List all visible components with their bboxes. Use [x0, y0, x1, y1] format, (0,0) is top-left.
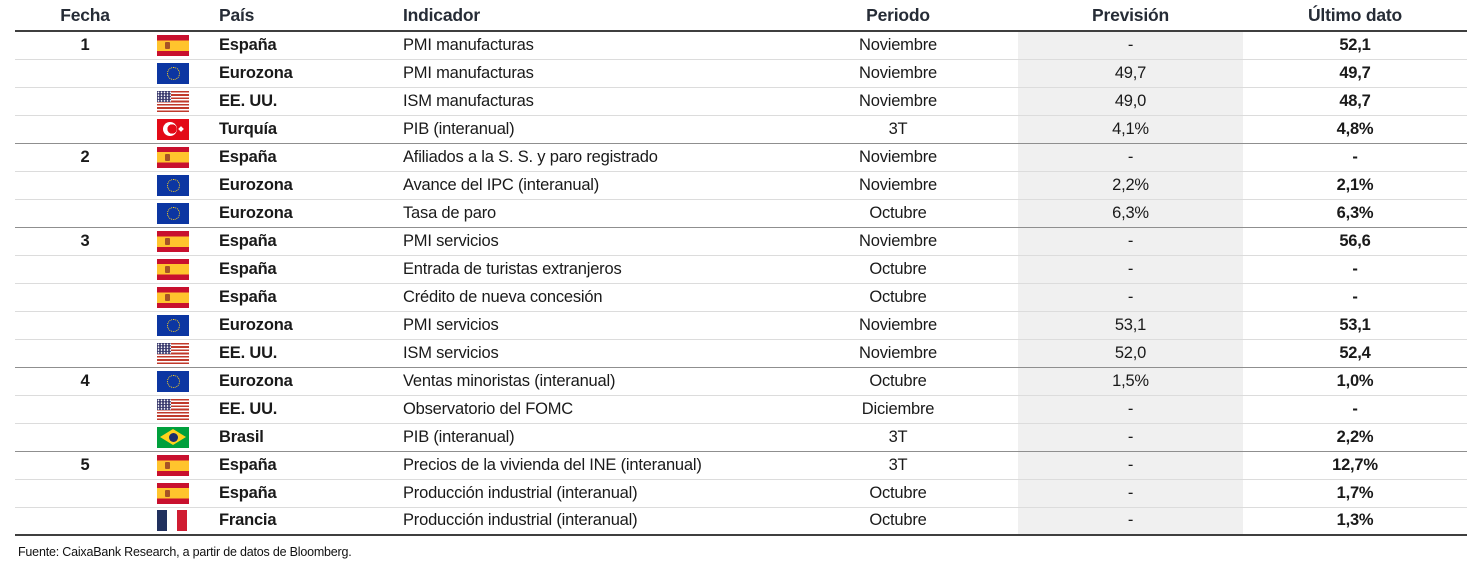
period-label: 3T: [888, 455, 908, 474]
indicator-label: Observatorio del FOMC: [403, 399, 574, 418]
date-cell: [15, 31, 155, 59]
indicator-label: Tasa de paro: [403, 203, 496, 222]
forecast-value: -: [1127, 147, 1134, 166]
flag-cell: [155, 115, 203, 143]
latest-data-cell: [1243, 451, 1467, 479]
latest-data-value: 2,1%: [1336, 175, 1374, 194]
flag-cell: [155, 423, 203, 451]
period-label: Noviembre: [859, 91, 937, 110]
date-cell: [15, 339, 155, 367]
forecast-value: -: [1127, 511, 1134, 530]
forecast-cell: [1018, 143, 1243, 171]
date-cell: [15, 59, 155, 87]
forecast-value: 49,0: [1114, 91, 1147, 110]
country-cell: [203, 283, 388, 311]
latest-data-cell: [1243, 283, 1467, 311]
indicator-label: PIB (interanual): [403, 427, 515, 446]
indicator-cell: [388, 367, 778, 395]
spain-flag-icon: [157, 35, 189, 56]
date-cell: [15, 395, 155, 423]
latest-data-cell: [1243, 227, 1467, 255]
table-row: [15, 59, 1467, 87]
indicator-label: PMI servicios: [403, 231, 499, 250]
table-row: [15, 255, 1467, 283]
indicator-cell: [388, 59, 778, 87]
period-label: Noviembre: [859, 35, 937, 54]
indicator-label: PMI manufacturas: [403, 63, 534, 82]
table-row: [15, 227, 1467, 255]
forecast-value: -: [1127, 231, 1134, 250]
latest-data-value: 1,7%: [1336, 483, 1374, 502]
flag-cell: [155, 479, 203, 507]
period-cell: [778, 227, 1018, 255]
indicator-cell: [388, 423, 778, 451]
spain-flag-icon: [157, 259, 189, 280]
forecast-cell: [1018, 311, 1243, 339]
table-row: [15, 367, 1467, 395]
flag-cell: [155, 227, 203, 255]
date-cell: [15, 143, 155, 171]
flag-cell: [155, 199, 203, 227]
indicator-cell: [388, 479, 778, 507]
indicator-label: Ventas minoristas (interanual): [403, 371, 616, 390]
forecast-cell: [1018, 339, 1243, 367]
forecast-value: -: [1127, 427, 1134, 446]
forecast-value: 53,1: [1114, 315, 1147, 334]
table-row: [15, 171, 1467, 199]
forecast-cell: [1018, 115, 1243, 143]
latest-data-value: -: [1352, 147, 1358, 166]
latest-data-cell: [1243, 395, 1467, 423]
latest-data-value: 52,1: [1339, 35, 1371, 54]
forecast-value: -: [1127, 35, 1134, 54]
forecast-value: -: [1127, 399, 1134, 418]
country-label: Turquía: [219, 119, 277, 138]
period-cell: [778, 479, 1018, 507]
indicator-cell: [388, 143, 778, 171]
period-cell: [778, 31, 1018, 59]
country-label: Eurozona: [219, 203, 293, 222]
period-cell: [778, 451, 1018, 479]
table-row: [15, 199, 1467, 227]
forecast-cell: [1018, 171, 1243, 199]
header-prevision: Previsión: [1018, 0, 1243, 31]
latest-data-cell: [1243, 311, 1467, 339]
indicator-label: ISM manufacturas: [403, 91, 534, 110]
forecast-cell: [1018, 395, 1243, 423]
period-cell: [778, 87, 1018, 115]
spain-flag-icon: [157, 231, 189, 252]
country-label: España: [219, 231, 277, 250]
spain-flag-icon: [157, 287, 189, 308]
period-cell: [778, 367, 1018, 395]
forecast-value: -: [1127, 455, 1134, 474]
indicator-cell: [388, 115, 778, 143]
indicator-label: Crédito de nueva concesión: [403, 287, 603, 306]
date-number: 2: [80, 147, 90, 166]
forecast-value: 1,5%: [1112, 371, 1149, 390]
table-row: [15, 451, 1467, 479]
period-cell: [778, 199, 1018, 227]
country-cell: [203, 227, 388, 255]
country-cell: [203, 31, 388, 59]
country-label: EE. UU.: [219, 91, 278, 110]
date-cell: [15, 227, 155, 255]
forecast-cell: [1018, 423, 1243, 451]
forecast-value: -: [1127, 483, 1134, 502]
latest-data-cell: [1243, 31, 1467, 59]
table-row: [15, 31, 1467, 59]
country-label: España: [219, 455, 277, 474]
forecast-value: 52,0: [1114, 343, 1147, 362]
turkey-flag-icon: [157, 119, 189, 140]
country-label: España: [219, 287, 277, 306]
forecast-cell: [1018, 199, 1243, 227]
date-cell: [15, 283, 155, 311]
latest-data-value: -: [1352, 287, 1358, 306]
indicator-cell: [388, 87, 778, 115]
forecast-value: 2,2%: [1112, 175, 1149, 194]
indicator-cell: [388, 339, 778, 367]
flag-cell: [155, 59, 203, 87]
indicator-cell: [388, 451, 778, 479]
period-label: Octubre: [869, 511, 927, 530]
forecast-value: 4,1%: [1112, 119, 1149, 138]
country-cell: [203, 171, 388, 199]
table-row: [15, 339, 1467, 367]
flag-cell: [155, 283, 203, 311]
flag-cell: [155, 143, 203, 171]
header-fecha: Fecha: [15, 0, 155, 31]
country-cell: [203, 115, 388, 143]
flag-cell: [155, 311, 203, 339]
period-label: Noviembre: [859, 63, 937, 82]
indicator-cell: [388, 395, 778, 423]
date-cell: [15, 171, 155, 199]
period-cell: [778, 339, 1018, 367]
indicator-cell: [388, 311, 778, 339]
period-cell: [778, 283, 1018, 311]
country-cell: [203, 423, 388, 451]
brazil-flag-icon: [157, 427, 189, 448]
period-label: Noviembre: [859, 175, 937, 194]
period-cell: [778, 395, 1018, 423]
flag-cell: [155, 395, 203, 423]
source-note: Fuente: CaixaBank Research, a partir de datos de Bloomberg.: [18, 545, 352, 559]
table-row: [15, 283, 1467, 311]
eurozone-flag-icon: [157, 175, 189, 196]
date-cell: [15, 199, 155, 227]
latest-data-cell: [1243, 367, 1467, 395]
country-label: España: [219, 483, 277, 502]
country-label: España: [219, 259, 277, 278]
date-cell: [15, 311, 155, 339]
indicator-label: Producción industrial (interanual): [403, 511, 638, 530]
date-cell: [15, 367, 155, 395]
period-label: Octubre: [869, 371, 927, 390]
country-cell: [203, 451, 388, 479]
usa-flag-icon: [157, 91, 189, 112]
forecast-cell: [1018, 59, 1243, 87]
period-cell: [778, 507, 1018, 535]
forecast-cell: [1018, 31, 1243, 59]
indicator-cell: [388, 227, 778, 255]
latest-data-value: 49,7: [1339, 63, 1371, 82]
forecast-cell: [1018, 451, 1243, 479]
date-cell: [15, 87, 155, 115]
country-label: Francia: [219, 511, 277, 530]
country-label: Eurozona: [219, 315, 293, 334]
latest-data-value: 56,6: [1339, 231, 1371, 250]
country-label: España: [219, 147, 277, 166]
country-cell: [203, 507, 388, 535]
date-number: 3: [80, 231, 90, 250]
date-cell: [15, 115, 155, 143]
period-cell: [778, 115, 1018, 143]
period-cell: [778, 59, 1018, 87]
period-label: Octubre: [869, 259, 927, 278]
latest-data-cell: [1243, 199, 1467, 227]
latest-data-cell: [1243, 143, 1467, 171]
latest-data-cell: [1243, 507, 1467, 535]
header-periodo: Periodo: [778, 0, 1018, 31]
table-row: [15, 479, 1467, 507]
indicator-label: Producción industrial (interanual): [403, 483, 638, 502]
forecast-cell: [1018, 255, 1243, 283]
country-cell: [203, 199, 388, 227]
country-label: Eurozona: [219, 175, 293, 194]
spain-flag-icon: [157, 455, 189, 476]
flag-cell: [155, 255, 203, 283]
latest-data-cell: [1243, 423, 1467, 451]
latest-data-value: -: [1352, 259, 1358, 278]
country-cell: [203, 59, 388, 87]
country-label: Eurozona: [219, 63, 293, 82]
table-row: [15, 507, 1467, 535]
indicator-label: Avance del IPC (interanual): [403, 175, 600, 194]
period-label: Noviembre: [859, 147, 937, 166]
eurozone-flag-icon: [157, 371, 189, 392]
flag-cell: [155, 507, 203, 535]
flag-cell: [155, 451, 203, 479]
latest-data-cell: [1243, 115, 1467, 143]
latest-data-value: 2,2%: [1336, 427, 1374, 446]
period-label: Octubre: [869, 287, 927, 306]
indicator-cell: [388, 507, 778, 535]
latest-data-value: 12,7%: [1332, 455, 1378, 474]
forecast-cell: [1018, 227, 1243, 255]
indicator-label: ISM servicios: [403, 343, 499, 362]
indicator-label: PIB (interanual): [403, 119, 515, 138]
date-cell: [15, 507, 155, 535]
forecast-cell: [1018, 367, 1243, 395]
country-cell: [203, 395, 388, 423]
period-cell: [778, 311, 1018, 339]
table-row: [15, 423, 1467, 451]
period-label: Noviembre: [859, 231, 937, 250]
period-cell: [778, 423, 1018, 451]
period-cell: [778, 143, 1018, 171]
indicator-label: Precios de la vivienda del INE (interanual): [403, 455, 702, 474]
flag-cell: [155, 87, 203, 115]
latest-data-cell: [1243, 479, 1467, 507]
period-label: Octubre: [869, 483, 927, 502]
country-cell: [203, 339, 388, 367]
latest-data-value: 1,3%: [1336, 511, 1374, 530]
latest-data-cell: [1243, 339, 1467, 367]
period-label: Diciembre: [861, 399, 935, 418]
usa-flag-icon: [157, 399, 189, 420]
forecast-value: -: [1127, 287, 1134, 306]
indicator-label: Entrada de turistas extranjeros: [403, 259, 622, 278]
indicator-cell: [388, 31, 778, 59]
latest-data-value: 52,4: [1339, 343, 1371, 362]
period-label: 3T: [888, 427, 908, 446]
latest-data-value: 1,0%: [1336, 371, 1374, 390]
period-label: Noviembre: [859, 315, 937, 334]
france-flag-icon: [157, 510, 187, 531]
forecast-cell: [1018, 507, 1243, 535]
latest-data-cell: [1243, 87, 1467, 115]
country-cell: [203, 87, 388, 115]
forecast-value: 6,3%: [1112, 203, 1149, 222]
period-label: Octubre: [869, 203, 927, 222]
eurozone-flag-icon: [157, 203, 189, 224]
indicator-cell: [388, 255, 778, 283]
country-label: Brasil: [219, 427, 264, 446]
header-pais: País: [203, 0, 388, 31]
indicator-label: PMI servicios: [403, 315, 499, 334]
latest-data-cell: [1243, 255, 1467, 283]
date-cell: [15, 479, 155, 507]
flag-cell: [155, 31, 203, 59]
forecast-value: 49,7: [1114, 63, 1147, 82]
period-cell: [778, 255, 1018, 283]
indicator-cell: [388, 283, 778, 311]
date-cell: [15, 451, 155, 479]
header-flag-spacer: [155, 0, 203, 31]
flag-cell: [155, 367, 203, 395]
country-label: España: [219, 35, 277, 54]
latest-data-value: 48,7: [1339, 91, 1371, 110]
date-number: 1: [80, 35, 90, 54]
economic-indicators-table: [15, 0, 1467, 536]
country-label: Eurozona: [219, 371, 293, 390]
country-cell: [203, 143, 388, 171]
spain-flag-icon: [157, 147, 189, 168]
forecast-cell: [1018, 479, 1243, 507]
flag-cell: [155, 339, 203, 367]
header-ultimo-dato: Último dato: [1243, 0, 1467, 31]
table-header-row: [15, 0, 1467, 31]
period-cell: [778, 171, 1018, 199]
table-row: [15, 395, 1467, 423]
latest-data-value: -: [1352, 399, 1358, 418]
latest-data-value: 53,1: [1339, 315, 1371, 334]
eurozone-flag-icon: [157, 63, 189, 84]
spain-flag-icon: [157, 483, 189, 504]
flag-cell: [155, 171, 203, 199]
usa-flag-icon: [157, 343, 189, 364]
country-cell: [203, 479, 388, 507]
table-row: [15, 143, 1467, 171]
country-label: EE. UU.: [219, 399, 278, 418]
header-indicador: Indicador: [388, 0, 778, 31]
latest-data-value: 6,3%: [1336, 203, 1374, 222]
indicator-label: Afiliados a la S. S. y paro registrado: [403, 147, 658, 166]
date-cell: [15, 255, 155, 283]
country-cell: [203, 367, 388, 395]
forecast-value: -: [1127, 259, 1134, 278]
indicator-cell: [388, 171, 778, 199]
country-cell: [203, 255, 388, 283]
eurozone-flag-icon: [157, 315, 189, 336]
period-label: Noviembre: [859, 343, 937, 362]
date-number: 5: [80, 455, 90, 474]
forecast-cell: [1018, 87, 1243, 115]
country-label: EE. UU.: [219, 343, 278, 362]
latest-data-cell: [1243, 59, 1467, 87]
table-row: [15, 311, 1467, 339]
forecast-cell: [1018, 283, 1243, 311]
date-cell: [15, 423, 155, 451]
country-cell: [203, 311, 388, 339]
table-row: [15, 115, 1467, 143]
indicator-cell: [388, 199, 778, 227]
table-row: [15, 87, 1467, 115]
indicator-label: PMI manufacturas: [403, 35, 534, 54]
latest-data-value: 4,8%: [1336, 119, 1374, 138]
date-number: 4: [80, 371, 90, 390]
latest-data-cell: [1243, 171, 1467, 199]
period-label: 3T: [888, 119, 908, 138]
